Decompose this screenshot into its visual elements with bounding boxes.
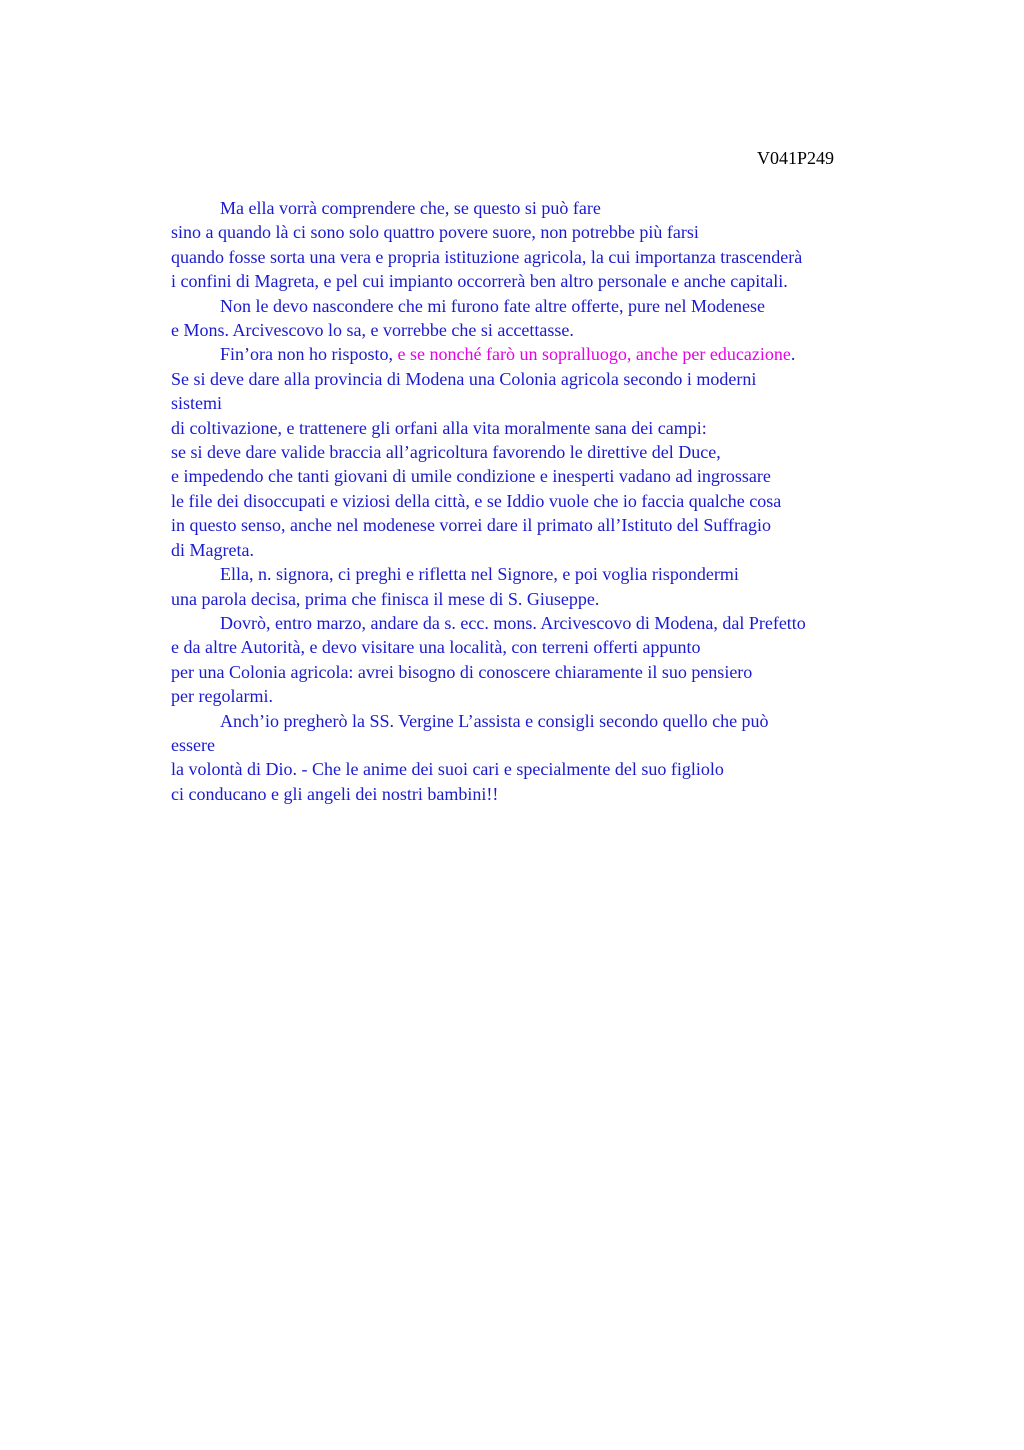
text-line: se si deve dare valide braccia all’agricoltura favorendo le direttive del Duce, [171,442,721,463]
text-line: di Magreta. [171,539,254,560]
text-line: ci conducano e gli angeli dei nostri bambini!! [171,783,499,804]
text-line: Ma ella vorrà comprendere che, se questo si può fare [220,198,601,218]
text-line: Ella, n. signora, ci preghi e rifletta nel Signore, e poi voglia rispondermi [220,564,739,585]
line-text-before: Fin’ora non ho risposto, [220,344,398,365]
text-line: Non le devo nascondere che mi furono fate altre offerte, pure nel Modenese [220,295,765,316]
text-line-with-highlight [171,342,931,366]
text-line: essere [171,734,215,755]
text-line: di coltivazione, e trattenere gli orfani alla vita moralmente sana dei campi: [171,417,707,438]
text-line: una parola decisa, prima che finisca il mese di S. Giuseppe. [171,588,600,609]
text-line: Dovrò, entro marzo, andare da s. ecc. mons. Arcivescovo di Modena, dal Prefetto [220,612,806,633]
text-line: quando fosse sorta una vera e propria istituzione agricola, la cui importanza trascenderà [171,246,803,267]
text-line: sino a quando là ci sono solo quattro povere suore, non potrebbe più farsi [171,222,699,243]
text-line: la volontà di Dio. - Che le anime dei suoi cari e specialmente del suo figliolo [171,759,724,780]
page-identifier: V041P249 [757,148,835,168]
text-line: per una Colonia agricola: avrei bisogno di conoscere chiaramente il suo pensiero [171,661,753,682]
letter-body [171,196,931,806]
text-line: Se si deve dare alla provincia di Modena una Colonia agricola secondo i moderni [171,368,757,389]
text-line: i confini di Magreta, e pel cui impianto occorrerà ben altro personale e anche capitali. [171,271,788,292]
text-line: per regolarmi. [171,686,273,707]
highlighted-text: e se nonché farò un sopralluogo, anche per educazione [397,344,791,365]
text-line: e da altre Autorità, e devo visitare una località, con terreni offerti appunto [171,637,701,658]
text-line: e Mons. Arcivescovo lo sa, e vorrebbe che si accettasse. [171,320,574,341]
text-line: sistemi [171,393,223,414]
line-text-after: . [790,344,796,365]
text-line: e impedendo che tanti giovani di umile condizione e inesperti vadano ad ingrossare [171,466,771,487]
text-line: in questo senso, anche nel modenese vorrei dare il primato all’Istituto del Suffragio [171,515,772,536]
text-line: Anch’io pregherò la SS. Vergine L’assista e consigli secondo quello che può [220,710,769,731]
text-line: le file dei disoccupati e viziosi della città, e se Iddio vuole che io faccia qualche cosa [171,490,782,511]
